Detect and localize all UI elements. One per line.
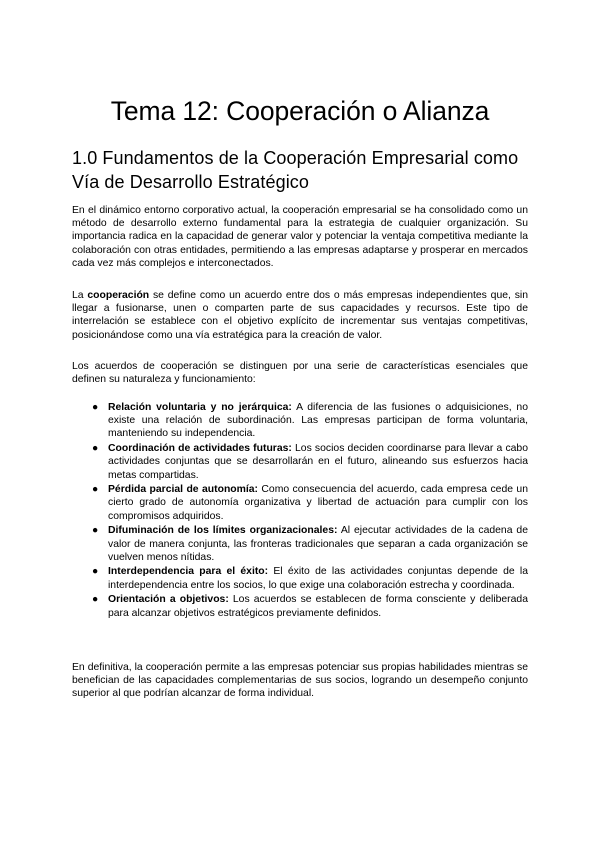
section-title: 1.0 Fundamentos de la Cooperación Empresarial como Vía de Desarrollo Estratégico [72, 148, 519, 192]
bullet-icon: ● [92, 594, 99, 606]
intro-paragraph: En el dinámico entorno corporativo actual, la cooperación empresarial se ha consolidado como un método de desarrollo externo fundamental para la estrategia de cualquier organización. Su importancia radica en la capacidad de generar valor y potenciar la ventaja competitiva mediante la colaboración con otras entidades, permitiendo a las empresas adaptarse y prosperar en mercados cada vez más complejos e interconectados. [72, 205, 528, 269]
item-term: Orientación a objetivos: [108, 594, 229, 606]
item-text: El éxito de las actividades conjuntas depende de la interdependencia entre los socios, lo que exige una colaboración estrecha y coordinada. [108, 566, 528, 591]
characteristics-intro: Los acuerdos de cooperación se distinguen por una serie de características esenciales que definen su naturaleza y funcionamiento: [72, 361, 528, 386]
list-item [92, 565, 528, 591]
definition-rest: se define como un acuerdo entre dos o más empresas independientes que, sin llegar a fusionarse, unen o comparten parte de sus capacidades y recursos. Este tipo de interrelación se establece con el objetivo explícito de incrementar sus ventajas competitivas, posicionándose como una vía estratégica para la creación de valor. [72, 290, 528, 341]
bullet-icon: ● [92, 566, 99, 578]
item-text: Como consecuencia del acuerdo, cada empresa cede un cierto grado de autonomía organizativa y libertad de actuación para cumplir con los compromisos adquiridos. [108, 484, 528, 522]
item-text: A diferencia de las fusiones o adquisiciones, no existe una relación de subordinación. Las empresas participan de forma voluntaria, manteniendo su independencia. [108, 402, 528, 440]
item-text: Los socios deciden coordinarse para llevar a cabo actividades conjuntas que se desarrollarán en el futuro, alineando sus esfuerzos hacia metas compartidas. [108, 443, 528, 481]
item-term: Interdependencia para el éxito: [108, 566, 269, 578]
page-title: Tema 12: Cooperación o Alianza [110, 96, 490, 126]
bullet-icon: ● [92, 443, 99, 455]
item-term: Coordinación de actividades futuras: [108, 443, 292, 455]
bullet-icon: ● [92, 484, 99, 496]
definition-prefix: La [72, 290, 88, 301]
item-text: Al ejecutar actividades de la cadena de valor de manera conjunta, las fronteras tradicionales que separan a cada organización se vuelven menos nítidas. [108, 525, 528, 563]
list-item [92, 483, 528, 523]
item-text: Los acuerdos se establecen de forma consciente y deliberada para alcanzar objetivos estratégicos previamente definidos. [108, 594, 528, 619]
list-item [92, 401, 528, 441]
list-item [92, 524, 528, 564]
definition-term: cooperación [87, 290, 150, 301]
item-term: Relación voluntaria y no jerárquica: [108, 402, 292, 413]
bullet-icon: ● [92, 402, 99, 413]
list-item [92, 593, 528, 619]
characteristics-list [92, 401, 528, 621]
item-term: Pérdida parcial de autonomía: [108, 484, 258, 496]
bullet-icon: ● [92, 525, 99, 537]
conclusion-paragraph: En definitiva, la cooperación permite a las empresas potenciar sus propias habilidades mientras se benefician de las capacidades complementarias de sus socios, logrando un desempeño conjunto superior al que podrían alcanzar de forma individual. [72, 662, 528, 700]
list-item [92, 442, 528, 482]
item-term: Difuminación de los límites organizacionales: [108, 525, 338, 537]
definition-paragraph [72, 289, 528, 342]
